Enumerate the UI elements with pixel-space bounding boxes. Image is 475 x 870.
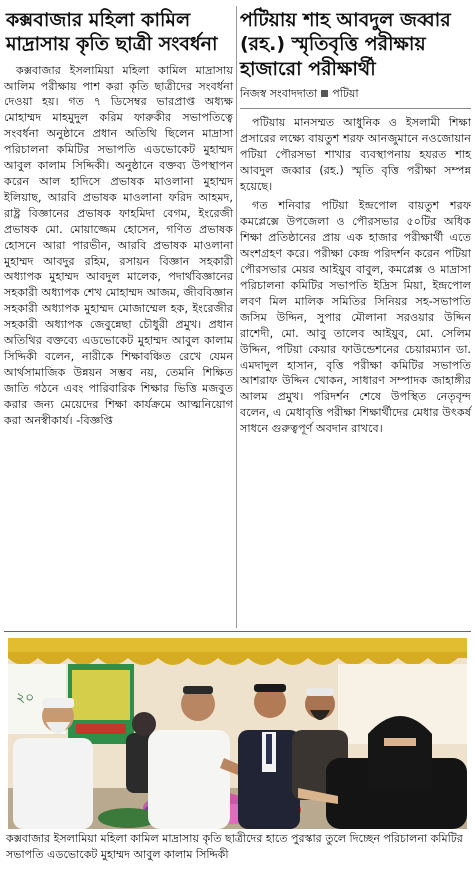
article-right-para-2: গত শনিবার পটিয়া ইন্দ্রপোল বায়তুশ শরফ কমপ্লেক্সে উপজেলা ও পৌরসভার ৫০টির অধিক শিক্ষা প্রতিষ্ঠানের প্রায় এক হাজার পরীক্ষার্থী এতে অংশগ্রহণ করে। পরীক্ষা কেন্দ্র পরিদর্শন করেন পটিয়া পৌরসভার মেয়র আইয়ুব বাবুল, কমপ্লেক্স ও মাদ্রাসা পরিচালনা কমিটির সভাপতি ইদ্রিস মিয়া, ইন্দ্রপোল লবণ মিল মালিক সমিতির সিনিয়র সহ-সভাপতি জসিম উদ্দিন, সুপার মৌলানা সরওয়ার উদ্দিন রাশেদী, মো. আবু তালেব আইয়ুব, মো. সেলিম উদ্দিন, পটিয়া কেয়ার ফাউন্ডেশনের চেয়ারম্যান ডা. এমদাদুল হাসান, বৃত্তি পরীক্ষা কমিটির সভাপতি আশরাফ উদ্দিন খোকন, সাধারণ সম্পাদক জাহাঙ্গীর আলম প্রমুখ। পরিদর্শন শেষে উপস্থিত নেতৃবৃন্দ বলেন, এ মেধাবৃত্তি পরীক্ষা শিক্ষার্থীদের মেধার উৎকর্ষ সাধনে গুরুত্বপূর্ণ অবদান রাখবে। <box>240 199 471 436</box>
banner-number: ২০ <box>16 690 35 706</box>
article-right <box>240 0 471 437</box>
article-left-headline: কক্সবাজার মহিলা কামিল মাদ্রাসায় কৃতি ছাত্রী সংবর্ধনা <box>6 9 218 56</box>
article-left-body: কক্সবাজার ইসলামিয়া মহিলা কামিল মাদ্রাসায় আলিম পরীক্ষায় পাশ করা কৃতি ছাত্রীদের সংবর্ধনা দেওয়া হয়। গত ৭ ডিসেম্বর ভারপ্রাপ্ত অধ্যক্ষ মোহাম্মদ মাহমুদুল করিম ফারুকীর সভাপতিত্বে সংবর্ধনা অনুষ্ঠানে প্রধান অতিথি ছিলেন মাদ্রাসা পরিচালনা কমিটির সভাপতি এডভোকেট মুহাম্মদ আবুল কালাম সিদ্দিকী। অনুষ্ঠানে বক্তব্য উপস্থাপন করেন আল হাদিসে প্রভাষক মাওলানা মুহাম্মদ ইলিয়াছ, আরবি প্রভাষক মাওলানা ফরিদ আহমদ, রাষ্ট্র বিজ্ঞানের প্রভাষক ফাহমিদা বেগম, ইংরেজী প্রভাষক মো. মোয়াজ্জেম হোসেন, গণিত প্রভাষক হোসনে আরা পারভীন, আরবি প্রভাষক মাওলানা মুহাম্মদ আবদুর রহিম, রসায়ন বিজ্ঞান সহকারী অধ্যাপক মুহাম্মদ আবদুল মালেক, পদার্থবিজ্ঞানের সহকারী অধ্যাপক শেখ মোহাম্মদ আজম, জীববিজ্ঞান সহকারী অধ্যাপক মুহাম্মদ মোজাম্মেল হক, ইংরেজীর সহকারী অধ্যাপক জেবুন্নেছা চৌধুরী প্রমুখ। প্রধান অতিথির বক্তব্যে এডভোকেট মুহাম্মদ আবুল কালাম সিদ্দিকী বলেন, নারীকে শিক্ষাবঞ্চিত রেখে যেমন আর্থসামাজিক উন্নয়ন সম্ভব নয়, তেমনি শিক্ষিত জাতি গঠনে এবং পারিবারিক শিক্ষার ভিত্তি মজবুত করার জন্য মেয়েদের শিক্ষা কার্যক্রমে আত্মনিয়োগ করা অনস্বীকার্য। -বিজ্ঞপ্তি <box>4 63 233 427</box>
photo-illustration <box>8 638 467 829</box>
byline-reporter: নিজস্ব সংবাদদাতা <box>240 86 318 100</box>
byline-place: পটিয়া <box>332 86 359 100</box>
byline-square-icon <box>321 90 328 97</box>
article-right-para-1: পটিয়ায় মানসম্মত আধুনিক ও ইসলামী শিক্ষা প্রসারের লক্ষ্যে বায়তুশ শরফ আনজুমানে নওজোয়ান পটিয়া পৌরসভা শাখার ব্যবস্থাপনায় হযরত শাহ আবদুল জব্বার (রহ.) স্মৃতি বৃত্তি পরীক্ষা সম্পন্ন হয়েছে। <box>240 115 471 193</box>
section-rule <box>4 631 471 632</box>
article-left <box>4 0 233 428</box>
article-right-headline: পটিয়ায় শাহ আবদুল জব্বার (রহ.) স্মৃতিবৃত্তি পরীক্ষায় হাজারো পরীক্ষার্থী <box>240 9 451 80</box>
byline <box>240 85 471 109</box>
news-photo <box>8 638 467 829</box>
column-divider <box>236 6 237 628</box>
photo-caption: কক্সবাজার ইসলামিয়া মহিলা কামিল মাদ্রাসায় কৃতি ছাত্রীদের হাতে পুরস্কার তুলে দিচ্ছেন পরিচালনা কমিটির সভাপতি এডভোকেট মুহাম্মদ আবুল কালাম সিদ্দিকী <box>6 832 463 861</box>
